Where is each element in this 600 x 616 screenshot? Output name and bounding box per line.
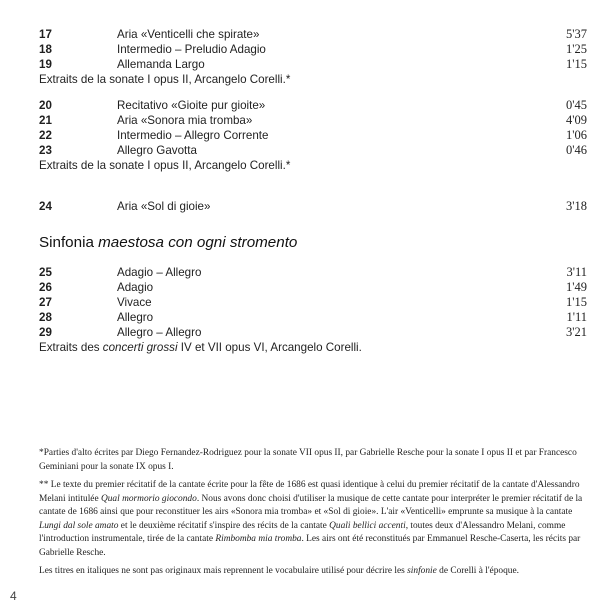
track-row — [0, 27, 600, 42]
track-number: 26 — [39, 281, 52, 294]
track-title: Adagio — [117, 281, 154, 294]
track-row — [0, 265, 600, 280]
source-text: Extraits des — [39, 341, 103, 354]
footnote-text: *Parties d'alto écrites par Diego Fernandez-Rodriguez pour la sonate VII opus II, par Gabrielle Resche pour la sonate I opus II et par Francesco Geminiani pour la sonate IX opus I. — [39, 448, 577, 472]
footnote-italic: Rimbomba mia tromba — [215, 534, 302, 544]
footnote-span: Les titres en italiques ne sont pas originaux mais reprennent le vocabulaire utilisé pour décrire les — [39, 566, 408, 576]
track-duration: 3'18 — [565, 199, 587, 213]
track-title: Intermedio – Preludio Adagio — [117, 43, 266, 56]
track-row — [0, 98, 600, 113]
track-number: 25 — [39, 266, 52, 279]
track-title: Recitativo «Gioite pur gioite» — [117, 99, 266, 112]
track-title: Aria «Sol di gioie» — [117, 200, 211, 213]
track-duration: 3'11 — [566, 265, 587, 279]
track-number: 27 — [39, 296, 52, 309]
footnote-span: et le deuxième récitatif s'inspire des récits de la cantate — [118, 520, 330, 531]
track-row — [0, 128, 600, 143]
track-duration: 1'11 — [566, 310, 587, 324]
track-number: 19 — [39, 58, 52, 71]
footnote-italic: Quali bellici accenti — [329, 520, 406, 531]
track-title: Aria «Sonora mia tromba» — [117, 114, 253, 127]
track-title: Aria «Venticelli che spirate» — [117, 28, 260, 41]
track-number: 22 — [39, 129, 52, 142]
page-number: 4 — [10, 589, 17, 603]
heading-italic: maestosa con ogni stromento — [98, 234, 298, 251]
track-title: Allegro — [117, 311, 154, 324]
track-title: Intermedio – Allegro Corrente — [117, 129, 269, 142]
track-duration: 1'25 — [565, 42, 587, 56]
track-row — [0, 199, 600, 214]
heading-word: Sinfonia — [39, 234, 94, 251]
track-duration: 1'49 — [565, 280, 587, 294]
footnote-span: . Les airs ont été reconstitués par Emmanuel Resche-Caserta, les récits par Gabrielle Resche. — [39, 534, 581, 558]
source-note: Extraits de la sonate I opus II, Arcangelo Corelli.* — [39, 159, 291, 172]
track-duration: 1'15 — [565, 57, 587, 71]
track-number: 28 — [39, 311, 52, 324]
track-duration: 4'09 — [565, 113, 587, 127]
track-duration: 1'15 — [565, 295, 587, 309]
footnote-italic: sinfonie — [407, 566, 437, 576]
source-note: Extraits de la sonate I opus II, Arcangelo Corelli.* — [39, 73, 291, 86]
footnote-italic-titles — [39, 565, 587, 579]
footnote-italic: Lungi dal sole amato — [39, 520, 119, 531]
track-number: 21 — [39, 114, 52, 127]
track-number: 17 — [39, 28, 52, 41]
footnote-alto-parts — [39, 447, 587, 474]
track-duration: 0'45 — [565, 98, 587, 112]
track-number: 29 — [39, 326, 52, 339]
track-row — [0, 280, 600, 295]
footnote-span: . Nous avons donc choisi d'utiliser la musique de cette cantate pour interpréter le premier récitatif de la cantate de 1686 ainsi que pour reconstituer les airs «Sonora mia tromba» et «Sol di gioie». L'air «Venticelli» emprunte sa musique à la cantate — [39, 493, 583, 517]
track-title: Allegro Gavotta — [117, 144, 197, 157]
track-row — [0, 57, 600, 72]
track-title: Adagio – Allegro — [117, 266, 202, 279]
track-row — [0, 295, 600, 310]
footnote-text — [39, 565, 587, 579]
track-row — [0, 310, 600, 325]
track-duration: 5'37 — [565, 27, 587, 41]
footnote-span: de Corelli à l'époque. — [436, 566, 519, 576]
footnote-recitatives — [39, 479, 587, 560]
footnote-text — [39, 479, 587, 560]
track-row — [0, 325, 600, 340]
track-duration: 3'21 — [565, 325, 587, 339]
track-number: 18 — [39, 43, 52, 56]
track-row — [0, 143, 600, 158]
track-title: Allemanda Largo — [117, 58, 205, 71]
footnote-italic: Qual mormorio giocondo — [100, 493, 197, 504]
track-title: Allegro – Allegro — [117, 326, 202, 339]
track-number: 20 — [39, 99, 52, 112]
track-number: 24 — [39, 200, 52, 213]
track-number: 23 — [39, 144, 52, 157]
track-title: Vivace — [117, 296, 152, 309]
source-note — [39, 340, 589, 355]
track-row — [0, 42, 600, 57]
footnote-span: ** Le texte du premier récitatif de la cantate écrite pour la fête de 1686 est quasi identique à celui du premier récitatif de la cantate d'Alessandro Melani intitulée — [39, 480, 580, 504]
section-heading — [39, 233, 297, 253]
source-text: IV et VII opus VI, Arcangelo Corelli. — [177, 341, 362, 354]
track-row — [0, 113, 600, 128]
source-italic: concerti grossi — [102, 341, 178, 354]
track-duration: 0'46 — [565, 143, 587, 157]
footnote-span: , toutes deux d'Alessandro Melani, comme l'introduction instrumentale, tirée de la cantate — [39, 520, 566, 544]
track-duration: 1'06 — [565, 128, 587, 142]
